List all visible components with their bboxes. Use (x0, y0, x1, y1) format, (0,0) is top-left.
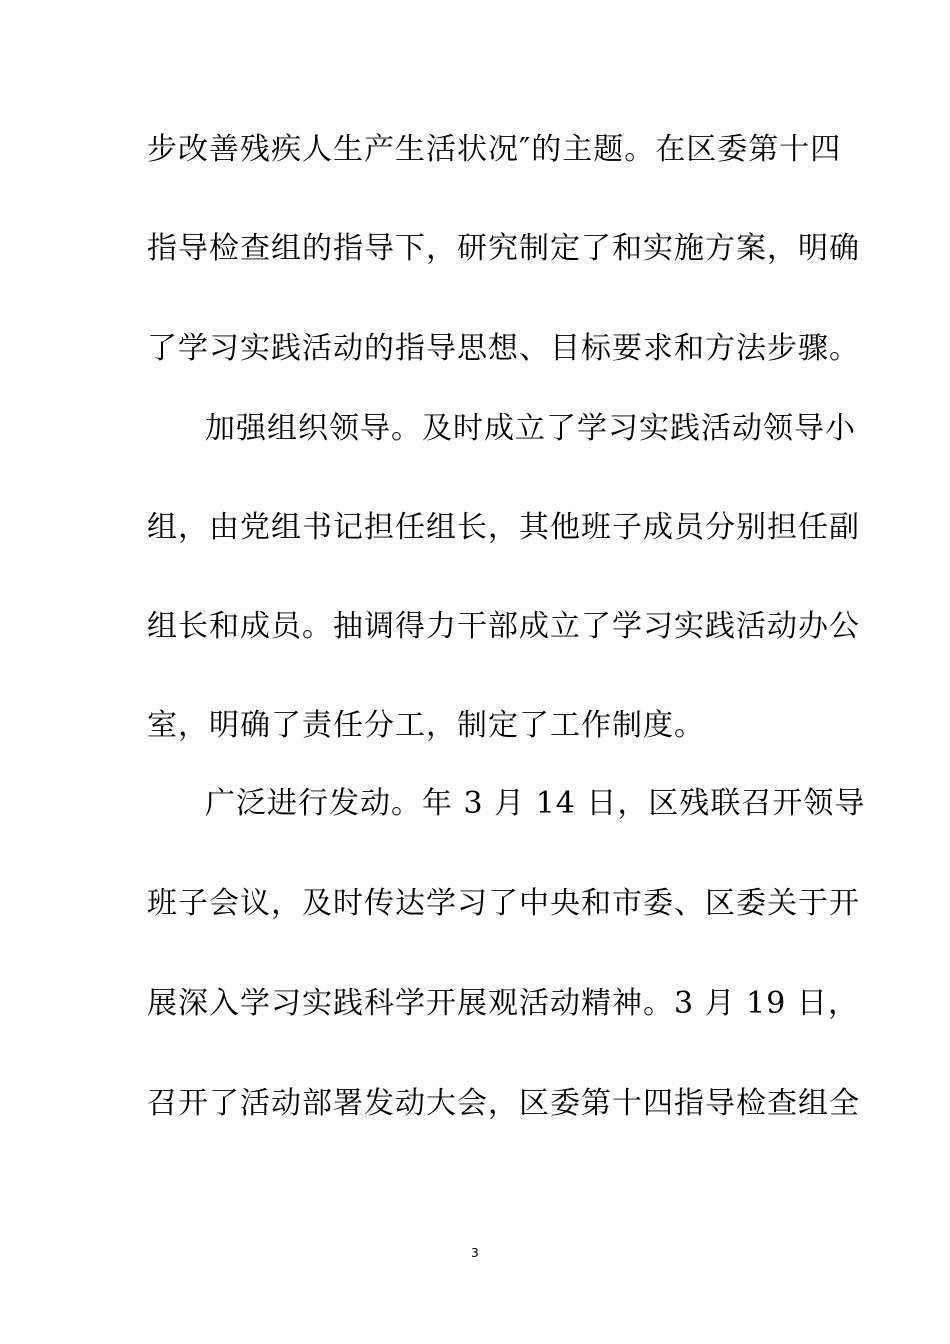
page-number: 3 (471, 1246, 479, 1260)
paragraph-start-line: 加强组织领导。及时成立了学习实践活动领导小 (205, 411, 856, 446)
text-line: 组长和成员。抽调得力干部成立了学习实践活动办公 (147, 609, 860, 644)
text-line: 展深入学习实践科学开展观活动精神。3 月 19 日， (147, 986, 859, 1021)
text-line: 室，明确了责任分工，制定了工作制度。 (147, 708, 705, 743)
text-line: 组，由党组书记担任组长，其他班子成员分别担任副 (147, 510, 860, 545)
paragraph-start-line: 广泛进行发动。年 3 月 14 日，区残联召开领导 (205, 786, 866, 821)
text-line: 班子会议，及时传达学习了中央和市委、区委关于开 (147, 886, 860, 921)
text-line: 了学习实践活动的指导思想、目标要求和方法步骤。 (147, 331, 860, 366)
text-line: 指导检查组的指导下，研究制定了和实施方案，明确 (147, 231, 860, 266)
text-line: 步改善残疾人生产生活状况″的主题。在区委第十四 (147, 132, 842, 167)
text-line: 召开了活动部署发动大会，区委第十四指导检查组全 (147, 1086, 860, 1121)
